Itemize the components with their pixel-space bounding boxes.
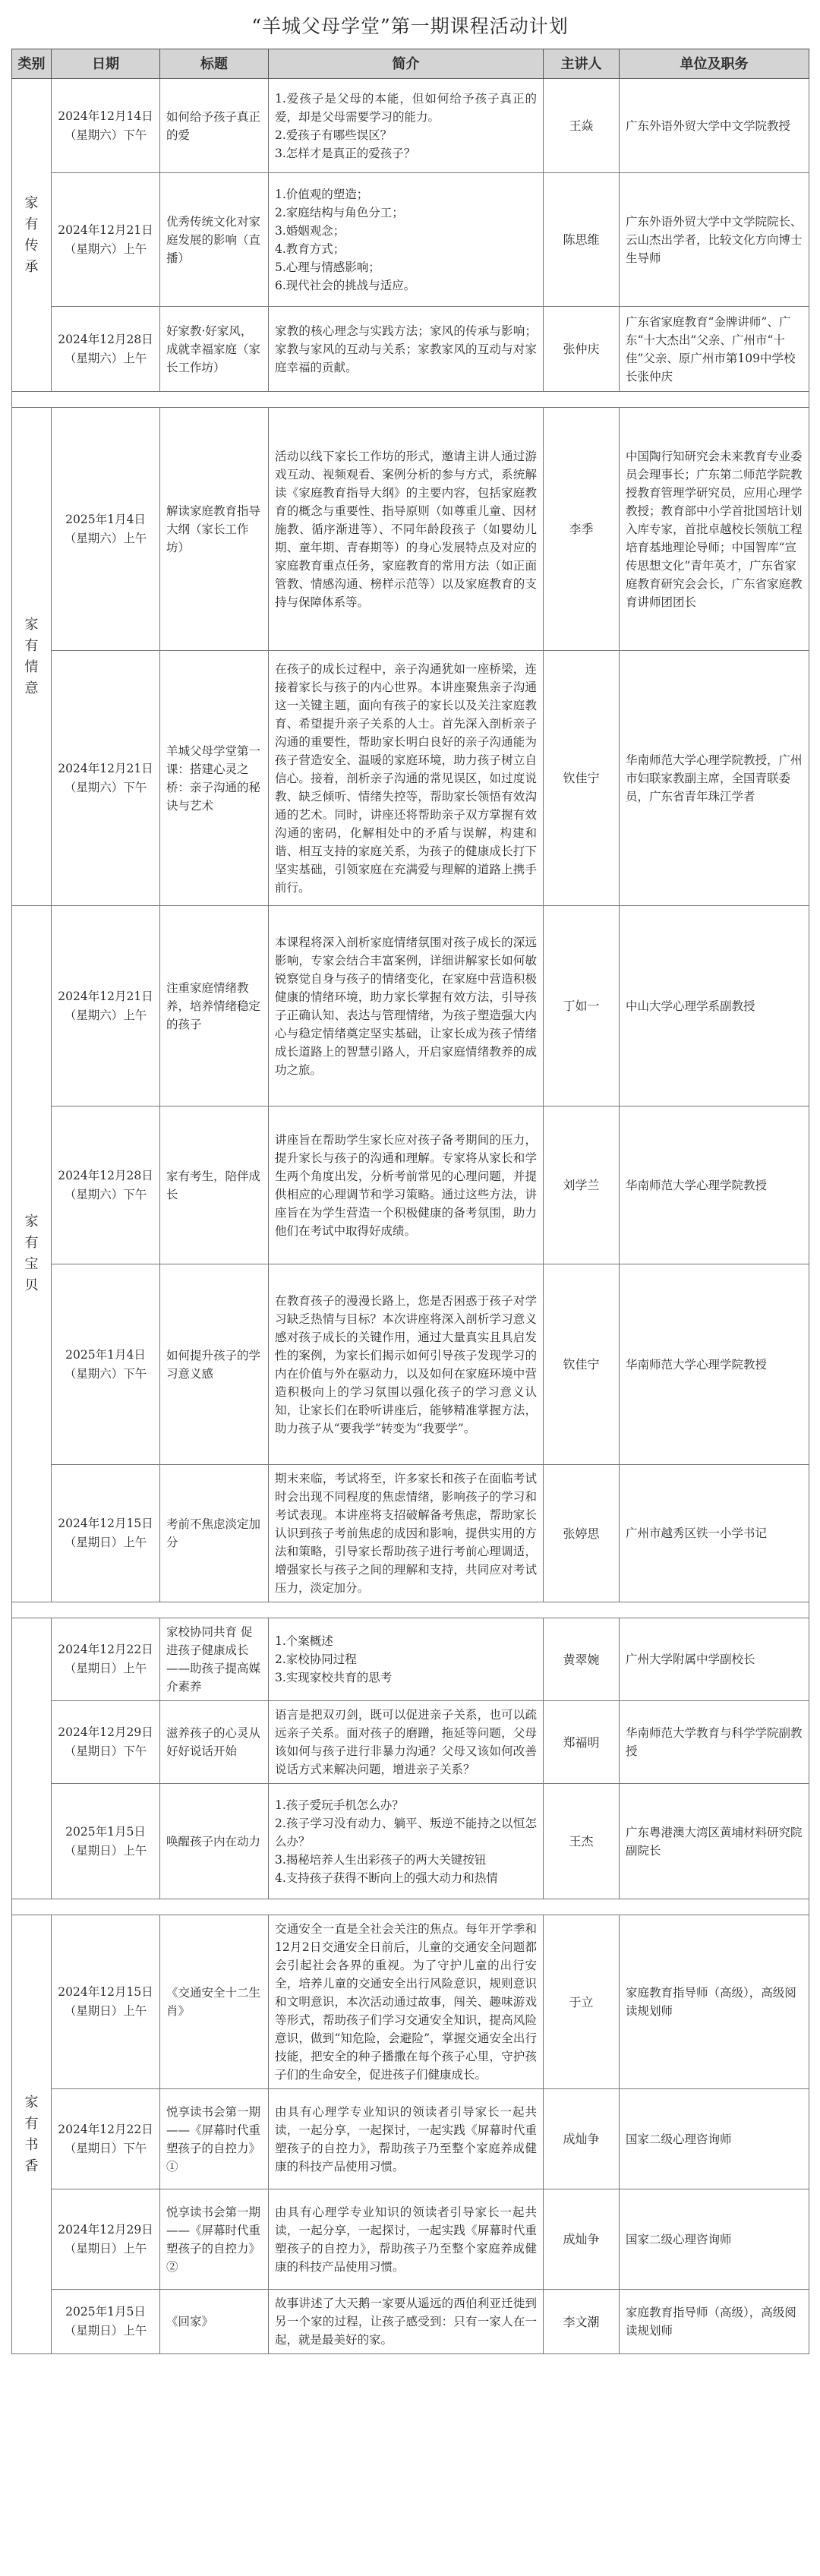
speaker-cell: 王杰 xyxy=(544,1784,620,1899)
date-cell: 2024年12月14日（星期六）下午 xyxy=(52,79,160,173)
description-line: 活动以线下家长工作坊的形式，邀请主讲人通过游戏互动、视频观看、案例分析的参与方式，系统解读《家庭教育指导大纲》的主要内容，包括家庭教育的概念与重要性、指导原则（如尊重儿童、因材施教、循序渐进等）、不同年龄段孩子（如婴幼儿期、童年期、青春期等）的身心发展特点及对应的家庭教育重点任务，家庭教育的常用方法（如正面管教、情感沟通、榜样示范等）以及家庭教育的支持与保障体系等。 xyxy=(275,449,537,609)
table-row xyxy=(12,2189,809,2290)
table-row xyxy=(12,1784,809,1899)
date-cell: 2025年1月5日（星期日）上午 xyxy=(52,2290,160,2354)
category-cell: 家有传承 xyxy=(12,79,52,392)
topic-cell: 家有考生，陪伴成长 xyxy=(160,1106,269,1264)
description-line: 家教的核心理念与实践方法；家风的传承与影响；家教与家风的互动与关系；家教家风的互动与对家庭幸福的贡献。 xyxy=(275,324,537,374)
category-cell: 家有宝贝 xyxy=(12,906,52,1602)
description-cell xyxy=(269,408,544,651)
date-cell: 2024年12月21日（星期六）上午 xyxy=(52,906,160,1106)
speaker-cell: 李季 xyxy=(544,408,620,651)
unit-cell: 家庭教育指导师（高级），高级阅读规划师 xyxy=(620,1915,809,2089)
date-cell: 2024年12月28日（星期六）下午 xyxy=(52,1106,160,1264)
schedule-table xyxy=(11,49,809,2354)
table-row xyxy=(12,2290,809,2354)
date-cell: 2024年12月15日（星期日）上午 xyxy=(52,1465,160,1602)
speaker-cell: 张婷思 xyxy=(544,1465,620,1602)
description-line: 期末来临，考试将至，许多家长和孩子在面临考试时会出现不同程度的焦虑情绪，影响孩子的学习和考试表现。本讲座将支招破解备考焦虑，帮助家长认识到孩子考前焦虑的成因和影响，提供实用的方法和策略，引导家长帮助孩子进行考前心理调适，增强家长与孩子之间的理解和支持，共同应对考试压力，淡定加分。 xyxy=(275,1472,537,1595)
unit-cell: 中山大学心理学系副教授 xyxy=(620,906,809,1106)
topic-cell: 如何提升孩子的学习意义感 xyxy=(160,1264,269,1465)
description-line: 本课程将深入剖析家庭情绪氛围对孩子成长的深远影响，专家会结合丰富案例，详细讲解家长如何敏锐察觉自身与孩子的情绪变化，在家庭中营造积极健康的情绪环境，助力家长掌握有效方法，引导孩子正确认知、表达与管理情绪，为孩子塑造强大内心与稳定情绪奠定坚实基础，让家长成为孩子情绪成长道路上的智慧引路人，开启家庭情绪教养的成功之旅。 xyxy=(275,935,537,1077)
description-line: 4.支持孩子获得不断向上的强大动力和热情 xyxy=(275,1870,498,1885)
topic-cell: 家校协同共育 促进孩子健康成长——助孩子提高媒介素养 xyxy=(160,1618,269,1701)
description-line: 故事讲述了大天鹅一家要从遥远的西伯利亚迁徙到另一个家的过程，让孩子感受到：只有一家人在一起，就是最美好的家。 xyxy=(275,2297,537,2347)
unit-cell: 华南师范大学心理学院教授 xyxy=(620,1264,809,1465)
speaker-cell: 张仲庆 xyxy=(544,307,620,392)
table-row xyxy=(12,1915,809,2089)
date-cell: 2025年1月4日（星期六）下午 xyxy=(52,1264,160,1465)
speaker-cell: 郑福明 xyxy=(544,1701,620,1784)
description-line: 2.家校协同过程 xyxy=(275,1653,357,1666)
date-cell: 2024年12月21日（星期六）下午 xyxy=(52,651,160,906)
table-header-row xyxy=(12,49,809,79)
speaker-cell: 丁如一 xyxy=(544,906,620,1106)
speaker-cell: 刘学兰 xyxy=(544,1106,620,1264)
date-cell: 2025年1月5日（星期日）上午 xyxy=(52,1784,160,1899)
header-category: 类别 xyxy=(12,49,52,79)
unit-cell: 国家二级心理咨询师 xyxy=(620,2189,809,2290)
page-title: “羊城父母学堂”第一期课程活动计划 xyxy=(251,15,569,37)
description-line: 2.家庭结构与角色分工； xyxy=(275,205,404,219)
table-row xyxy=(12,651,809,906)
topic-cell: 羊城父母学堂第一课：搭建心灵之桥：亲子沟通的秘诀与艺术 xyxy=(160,651,269,906)
description-line: 交通安全一直是全社会关注的焦点。每年开学季和12月2日交通安全日前后，儿童的交通安全问题都会引起社会各界的重视。为了守护儿童的出行安全，培养儿童的交通安全出行风险意识，规则意识和文明意识，本次活动通过故事，闯关、趣味游戏等形式，帮助孩子们学习交通安全知识，提高风险意识，做到“知危险，会避险”，掌握交通安全出行技能，把安全的种子播撒在每个孩子心里，守护孩子们的生命安全，促进孩子们健康成长。 xyxy=(275,1922,537,2082)
section-gap xyxy=(12,1602,809,1618)
description-line: 1.孩子爱玩手机怎么办？ xyxy=(275,1798,404,1812)
topic-cell: 悦享读书会第一期——《屏幕时代重塑孩子的自控力》② xyxy=(160,2189,269,2290)
description-line: 3.婚姻观念； xyxy=(275,223,345,238)
unit-cell: 华南师范大学心理学院教授，广州市妇联家教副主席，全国青联委员，广东省青年珠江学者 xyxy=(620,651,809,906)
table-row xyxy=(12,1106,809,1264)
description-line: 由具有心理学专业知识的领读者引导家长一起共读，一起分享，一起探讨，一起实践《屏幕时代重塑孩子的自控力》，帮助孩子乃至整个家庭养成健康的科技产品使用习惯。 xyxy=(275,2205,537,2274)
topic-cell: 解读家庭教育指导大纲（家长工作坊） xyxy=(160,408,269,651)
speaker-cell: 成灿争 xyxy=(544,2089,620,2189)
description-line: 3.揭秘培养人生出彩孩子的两大关键按钮 xyxy=(275,1852,487,1867)
speaker-cell: 李文潮 xyxy=(544,2290,620,2354)
description-cell xyxy=(269,1465,544,1602)
unit-cell: 中国陶行知研究会未来教育专业委员会理事长；广东第二师范学院教授教育管理学研究员，应用心理学教授；教育部中小学首批国培计划入库专家，首批卓越校长领航工程培育基地理论导师；中国智库“宣传思想文化”青年英才，广东省家庭教育研究会会长，广东省家庭教育讲师团团长 xyxy=(620,408,809,651)
table-row xyxy=(12,408,809,651)
description-cell xyxy=(269,1784,544,1899)
topic-cell: 《交通安全十二生肖》 xyxy=(160,1915,269,2089)
description-line: 讲座旨在帮助学生家长应对孩子备考期间的压力，提升家长与孩子的沟通和理解。专家将从家长和学生两个角度出发，分析考前常见的心理问题，并提供相应的心理调节和学习策略。通过这些方法，讲座旨在为学生营造一个积极健康的备考氛围，助力他们在考试中取得好成绩。 xyxy=(275,1132,537,1238)
category-cell: 家有书香 xyxy=(12,1915,52,2354)
section-gap xyxy=(12,1899,809,1915)
description-cell xyxy=(269,1264,544,1465)
header-unit: 单位及职务 xyxy=(620,49,809,79)
table-row xyxy=(12,1264,809,1465)
description-line: 1.价值观的塑造； xyxy=(275,187,369,201)
topic-cell: 注重家庭情绪教养，培养情绪稳定的孩子 xyxy=(160,906,269,1106)
date-cell: 2024年12月21日（星期六）上午 xyxy=(52,173,160,307)
speaker-cell: 王焱 xyxy=(544,79,620,173)
speaker-cell: 钦佳宁 xyxy=(544,1264,620,1465)
topic-cell: 《回家》 xyxy=(160,2290,269,2354)
schedule-sheet xyxy=(11,49,809,2354)
description-cell xyxy=(269,79,544,173)
description-cell xyxy=(269,651,544,906)
section-gap xyxy=(12,392,809,408)
description-line: 2.爱孩子有哪些误区？ xyxy=(275,128,393,142)
date-cell: 2024年12月29日（星期日）上午 xyxy=(52,2189,160,2290)
unit-cell: 华南师范大学心理学院教授 xyxy=(620,1106,809,1264)
schedule-body xyxy=(12,79,809,2354)
speaker-cell: 钦佳宁 xyxy=(544,651,620,906)
speaker-cell: 于立 xyxy=(544,1915,620,2089)
header-date: 日期 xyxy=(52,49,160,79)
topic-cell: 悦享读书会第一期——《屏幕时代重塑孩子的自控力》① xyxy=(160,2089,269,2189)
section-gap-cell xyxy=(12,1899,809,1915)
unit-cell: 广东粤港澳大湾区黄埔材料研究院副院长 xyxy=(620,1784,809,1899)
date-cell: 2024年12月29日（星期日）下午 xyxy=(52,1701,160,1784)
speaker-cell: 成灿争 xyxy=(544,2189,620,2290)
table-row xyxy=(12,906,809,1106)
category-cell xyxy=(12,1618,52,1899)
description-cell xyxy=(269,2189,544,2290)
description-cell xyxy=(269,1618,544,1701)
unit-cell: 华南师范大学教育与科学学院副教授 xyxy=(620,1701,809,1784)
date-cell: 2024年12月22日（星期日）上午 xyxy=(52,1618,160,1701)
topic-cell: 好家教·好家风，成就幸福家庭（家长工作坊） xyxy=(160,307,269,392)
date-cell: 2024年12月28日（星期六）上午 xyxy=(52,307,160,392)
section-gap-cell xyxy=(12,1602,809,1618)
description-line: 3.怎样才是真正的爱孩子？ xyxy=(275,146,416,160)
table-row xyxy=(12,173,809,307)
description-line: 4.教育方式； xyxy=(275,242,345,256)
description-line: 5.心理与情感影响； xyxy=(275,260,380,274)
table-row xyxy=(12,1618,809,1701)
description-line: 由具有心理学专业知识的领读者引导家长一起共读，一起分享，一起探讨，一起实践《屏幕时代重塑孩子的自控力》，帮助孩子乃至整个家庭养成健康的科技产品使用习惯。 xyxy=(275,2104,537,2174)
unit-cell: 家庭教育指导师（高级），高级阅读规划师 xyxy=(620,2290,809,2354)
topic-cell: 优秀传统文化对家庭发展的影响（直播） xyxy=(160,173,269,307)
description-line: 6.现代社会的挑战与适应。 xyxy=(275,278,416,292)
table-row xyxy=(12,307,809,392)
topic-cell: 滋养孩子的心灵从好好说话开始 xyxy=(160,1701,269,1784)
speaker-cell: 陈思维 xyxy=(544,173,620,307)
description-cell xyxy=(269,2089,544,2189)
header-topic: 标题 xyxy=(160,49,269,79)
topic-cell: 如何给予孩子真正的爱 xyxy=(160,79,269,173)
speaker-cell: 黄翠婉 xyxy=(544,1618,620,1701)
description-line: 1.个案概述 xyxy=(275,1634,333,1648)
topic-cell: 考前不焦虑淡定加分 xyxy=(160,1465,269,1602)
description-cell xyxy=(269,2290,544,2354)
category-cell: 家有情意 xyxy=(12,408,52,906)
unit-cell: 广东外语外贸大学中文学院院长、云山杰出学者，比较文化方向博士生导师 xyxy=(620,173,809,307)
unit-cell: 广东省家庭教育“金牌讲师”、广东“十大杰出”父亲、广州市“十佳”父亲、原广州市第109中学校长张仲庆 xyxy=(620,307,809,392)
description-cell xyxy=(269,173,544,307)
header-speaker: 主讲人 xyxy=(544,49,620,79)
description-line: 2.孩子学习没有动力、躺平、叛逆不能持之以恒怎么办？ xyxy=(275,1816,537,1848)
description-line: 1.爱孩子是父母的本能，但如何给予孩子真正的爱，却是父母需要学习的能力。 xyxy=(275,91,537,124)
description-line: 在教育孩子的漫漫长路上，您是否困惑于孩子对学习缺乏热情与目标？本次讲座将深入剖析学习意义感对孩子成长的关键作用，通过大量真实且具启发性的案例，为家长们揭示如何引导孩子发现学习的内在价值与外在驱动力，以及如何在家庭环境中营造积极向上的学习氛围以强化孩子的学习意义认知，让家长们在聆听讲座后，能够精准掌握方法，助力孩子从“要我学”转变为“我要学”。 xyxy=(275,1293,537,1435)
description-cell xyxy=(269,906,544,1106)
table-row xyxy=(12,1701,809,1784)
date-cell: 2025年1月4日（星期六）上午 xyxy=(52,408,160,651)
description-line: 3.实现家校共育的思考 xyxy=(275,1671,393,1684)
description-cell xyxy=(269,1106,544,1264)
description-line: 在孩子的成长过程中，亲子沟通犹如一座桥梁，连接着家长与孩子的内心世界。本讲座聚焦亲子沟通这一关键主题，面向有孩子的家长以及关注家庭教育、希望提升亲子关系的人士。首先深入剖析亲子沟通的重要性，帮助家长明白良好的亲子沟通能为孩子营造安全、温暖的家庭环境，助力孩子树立自信心。接着，剖析亲子沟通的常见误区，如过度说教、缺乏倾听、情绪失控等，帮助家长领悟有效沟通的艺术。同时，讲座还将帮助亲子双方掌握有效沟通的密码，化解相处中的矛盾与误解，构建和谐、相互支持的家庭关系，为孩子的健康成长打下坚实基础，引领家庭在充满爱与理解的道路上携手前行。 xyxy=(275,661,537,895)
unit-cell: 广州市越秀区铁一小学书记 xyxy=(620,1465,809,1602)
topic-cell: 唤醒孩子内在动力 xyxy=(160,1784,269,1899)
unit-cell: 广州大学附属中学副校长 xyxy=(620,1618,809,1701)
description-cell xyxy=(269,1701,544,1784)
table-row xyxy=(12,1465,809,1602)
table-row xyxy=(12,2089,809,2189)
header-description: 简介 xyxy=(269,49,544,79)
unit-cell: 广东外语外贸大学中文学院教授 xyxy=(620,79,809,173)
date-cell: 2024年12月15日（星期日）上午 xyxy=(52,1915,160,2089)
description-line: 语言是把双刃剑，既可以促进亲子关系，也可以疏远亲子关系。面对孩子的磨蹭，拖延等问题，父母该如何与孩子进行非暴力沟通？父母又该如何改善说话方式来解决问题，增进亲子关系？ xyxy=(275,1708,537,1776)
date-cell: 2024年12月22日（星期日）下午 xyxy=(52,2089,160,2189)
table-row xyxy=(12,79,809,173)
description-cell xyxy=(269,307,544,392)
section-gap-cell xyxy=(12,392,809,408)
unit-cell: 国家二级心理咨询师 xyxy=(620,2089,809,2189)
description-cell xyxy=(269,1915,544,2089)
